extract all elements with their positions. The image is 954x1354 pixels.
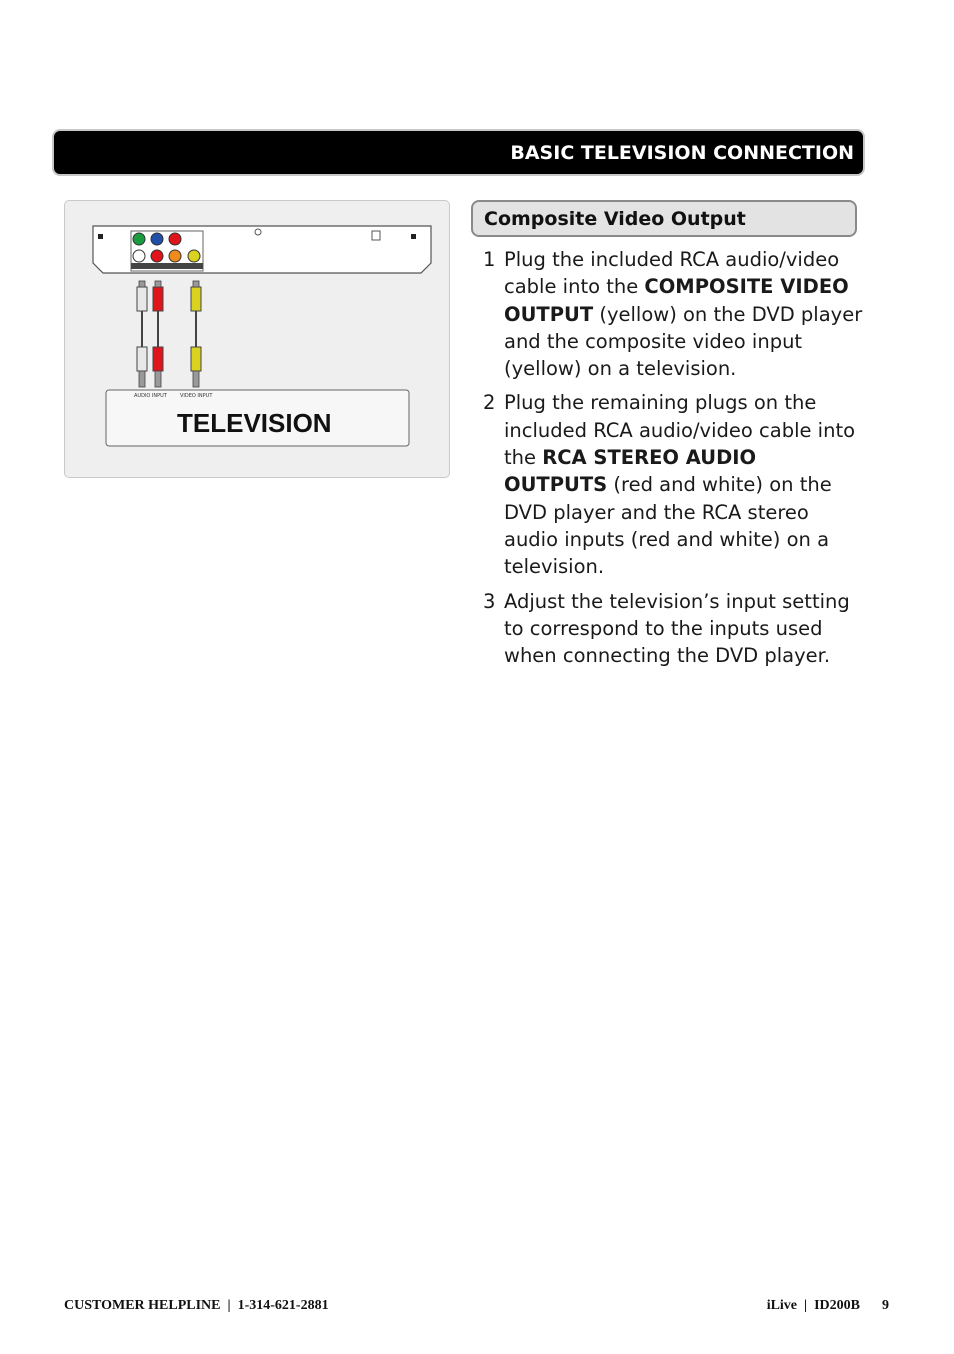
step-number: 3 <box>483 589 496 613</box>
step-emphasis: COMPOSITE VIDEO OUTPUT <box>504 275 849 326</box>
audio-input-label: AUDIO INPUT <box>134 393 167 399</box>
white-audio-cable <box>137 281 147 387</box>
component-pb-jack <box>151 233 163 245</box>
connection-diagram <box>64 200 450 478</box>
step-number: 2 <box>483 391 496 415</box>
composite-video-out-jack <box>188 250 200 262</box>
footer-helpline: CUSTOMER HELPLINE | 1-314-621-2881 <box>64 1298 329 1313</box>
component-y-jack <box>133 233 145 245</box>
footer-model: iLive | ID200B <box>766 1298 860 1313</box>
section-subheading: Composite Video Output <box>484 208 746 230</box>
coaxial-out-jack <box>169 250 181 262</box>
television-label: TELEVISION <box>177 408 332 438</box>
step-text: (red and white) on the DVD player and the RCA stereo audio inputs (red and white) on a television. <box>504 473 832 579</box>
footer-brand <box>767 1298 889 1314</box>
audio-out-left-jack <box>133 250 145 262</box>
step-3 <box>483 588 863 670</box>
step-text: (yellow) on the DVD player and the composite video input (yellow) on a television. <box>504 302 863 381</box>
step-number: 1 <box>483 248 496 271</box>
dvd-player-back-panel <box>93 226 431 273</box>
yellow-video-cable <box>191 281 201 387</box>
step-text: Plug the included RCA audio/video cable into the <box>504 248 840 299</box>
step-text: Plug the remaining plugs on the included RCA audio/video cable into the <box>504 391 856 470</box>
step-2 <box>483 389 863 580</box>
instruction-steps <box>483 246 863 676</box>
page-number: 9 <box>882 1298 889 1313</box>
step-text: Adjust the television’s input setting to correspond to the inputs used when connecting the DVD player. <box>504 589 850 668</box>
page-heading: BASIC TELEVISION CONNECTION <box>510 142 854 164</box>
section-subheading-box <box>471 200 857 237</box>
step-emphasis: RCA STEREO AUDIO OUTPUTS <box>504 446 757 497</box>
connection-diagram-svg <box>65 201 451 479</box>
component-pr-jack <box>169 233 181 245</box>
audio-out-right-jack <box>151 250 163 262</box>
red-audio-cable <box>153 281 163 387</box>
video-input-label: VIDEO INPUT <box>180 393 213 399</box>
section-header-bar <box>52 129 865 176</box>
step-1 <box>483 246 863 382</box>
